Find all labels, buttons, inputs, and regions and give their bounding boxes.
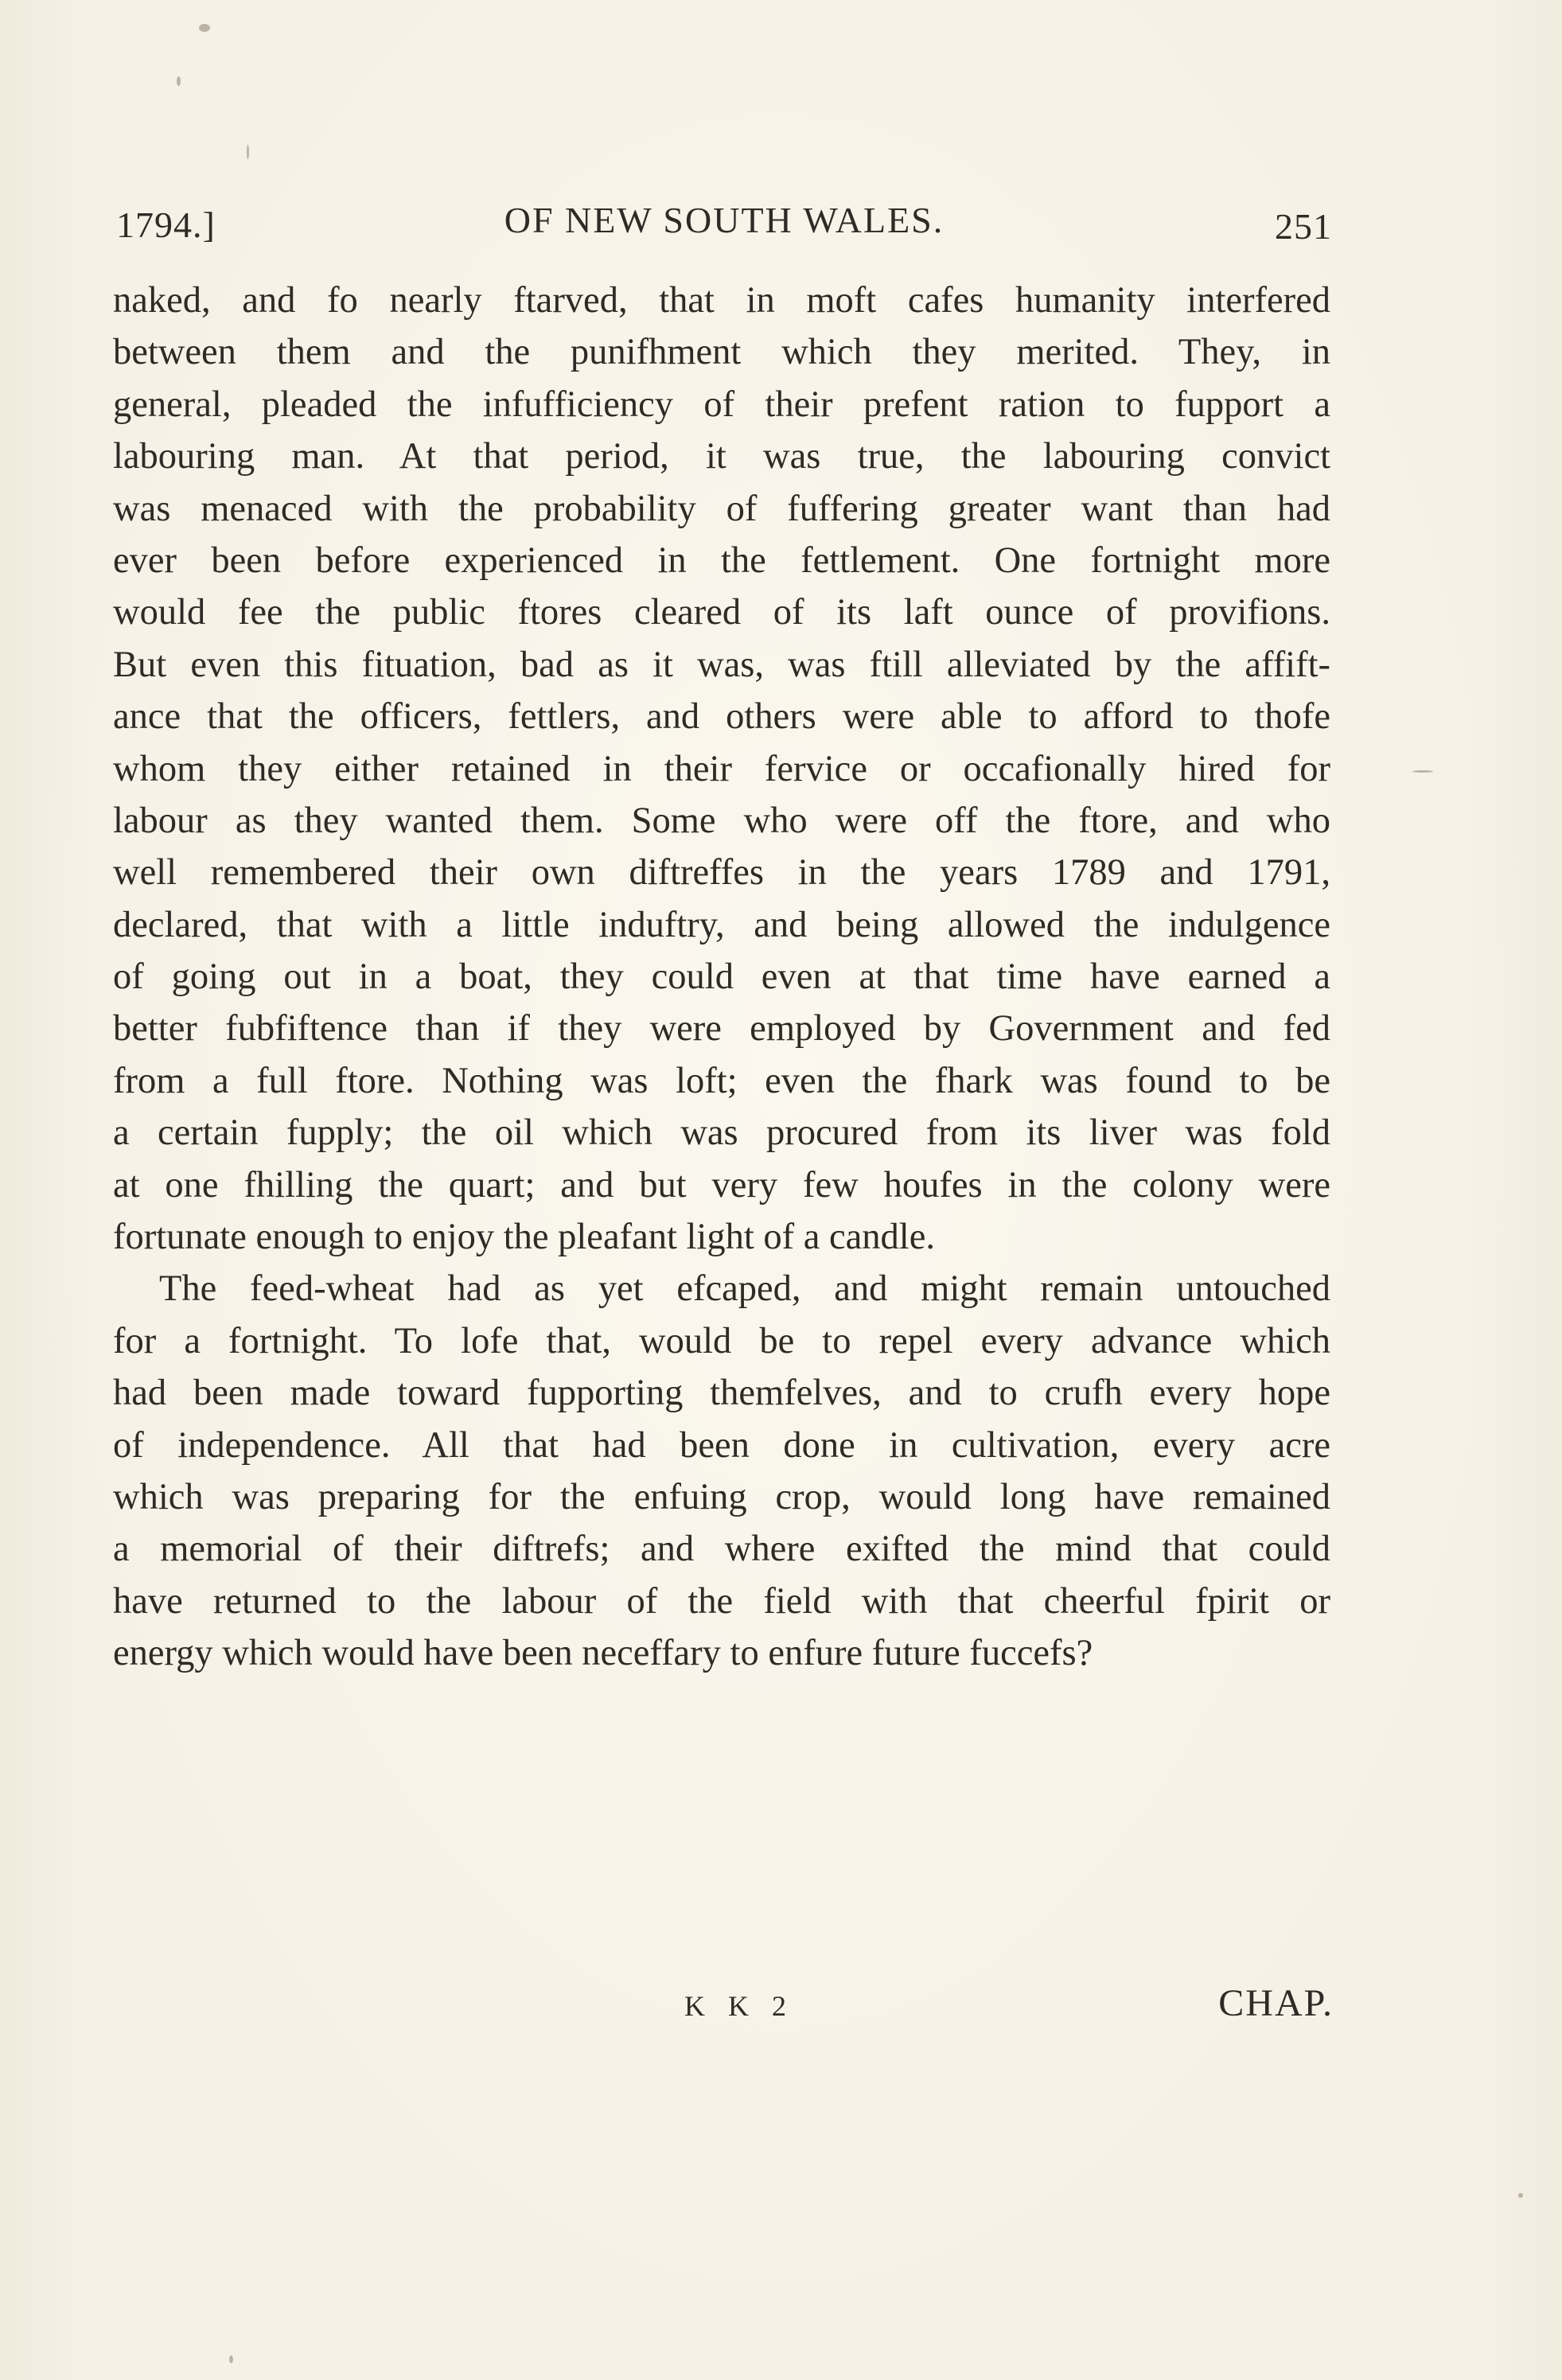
text-line: general, pleaded the infufficiency of their prefent ration to fupport a xyxy=(113,384,1330,425)
paper-speck xyxy=(1412,770,1433,773)
text-line: But even this fituation, bad as it was, was ftill alleviated by the affift- xyxy=(113,644,1330,685)
text-line: from a full ftore. Nothing was loft; even the fhark was found to be xyxy=(113,1060,1330,1101)
paragraph-end-line: fortunate enough to enjoy the pleafant light of a candle. xyxy=(113,1217,935,1258)
page-footer xyxy=(111,1981,1337,2037)
text-line: would fee the public ftores cleared of its laft ounce of provifions. xyxy=(113,592,1330,633)
text-line: have returned to the labour of the field with that cheerful fpirit or xyxy=(113,1580,1330,1622)
paragraph-start-line: The feed-wheat had as yet efcaped, and might remain untouched xyxy=(159,1268,1330,1310)
text-line: ever been before experienced in the fettlement. One fortnight more xyxy=(113,539,1330,581)
text-line: between them and the punifhment which they merited. They, in xyxy=(113,332,1330,373)
signature-mark: K K 2 xyxy=(684,1990,794,2022)
paper-speck xyxy=(1518,2193,1523,2198)
paper-speck xyxy=(247,145,249,159)
text-line: a certain fupply; the oil which was procured from its liver was fold xyxy=(113,1112,1330,1154)
text-line: labour as they wanted them. Some who were off the ftore, and who xyxy=(113,800,1330,841)
running-title: OF NEW SOUTH WALES. xyxy=(504,200,945,240)
catchword: CHAP. xyxy=(1218,1982,1334,2024)
paper-speck xyxy=(199,24,210,32)
text-line: was menaced with the probability of fuffering greater want than had xyxy=(113,488,1330,529)
text-line: for a fortnight. To lofe that, would be to repel every advance which xyxy=(113,1320,1330,1361)
body-text xyxy=(113,275,1330,1680)
text-line: naked, and fo nearly ftarved, that in moft cafes humanity interfered xyxy=(113,280,1330,321)
paper-speck xyxy=(229,2355,233,2363)
paragraph-end-line: energy which would have been neceffary to enfure future fuccefs? xyxy=(113,1633,1093,1674)
text-line: ance that the officers, fettlers, and others were able to afford to thofe xyxy=(113,696,1330,738)
header-year: 1794.] xyxy=(116,205,216,245)
text-line: at one fhilling the quart; and but very few houfes in the colony were xyxy=(113,1164,1330,1206)
text-line: a memorial of their diftrefs; and where exifted the mind that could xyxy=(113,1529,1330,1570)
text-line: labouring man. At that period, it was true, the labouring convict xyxy=(113,436,1330,477)
text-line: of independence. All that had been done in cultivation, every acre xyxy=(113,1424,1330,1466)
paper-speck xyxy=(177,76,181,86)
text-line: well remembered their own diftreffes in the years 1789 and 1791, xyxy=(113,852,1330,894)
text-line: had been made toward fupporting themfelves, and to crufh every hope xyxy=(113,1373,1330,1414)
text-line: which was preparing for the enfuing crop, would long have remained xyxy=(113,1476,1330,1517)
page-header xyxy=(111,194,1337,250)
page-number: 251 xyxy=(1275,206,1332,247)
text-line: better fubfiftence than if they were employed by Government and fed xyxy=(113,1008,1330,1050)
text-line: whom they either retained in their fervice or occafionally hired for xyxy=(113,748,1330,789)
text-line: of going out in a boat, they could even at that time have earned a xyxy=(113,956,1330,998)
text-line: declared, that with a little induftry, and being allowed the indulgence xyxy=(113,904,1330,945)
